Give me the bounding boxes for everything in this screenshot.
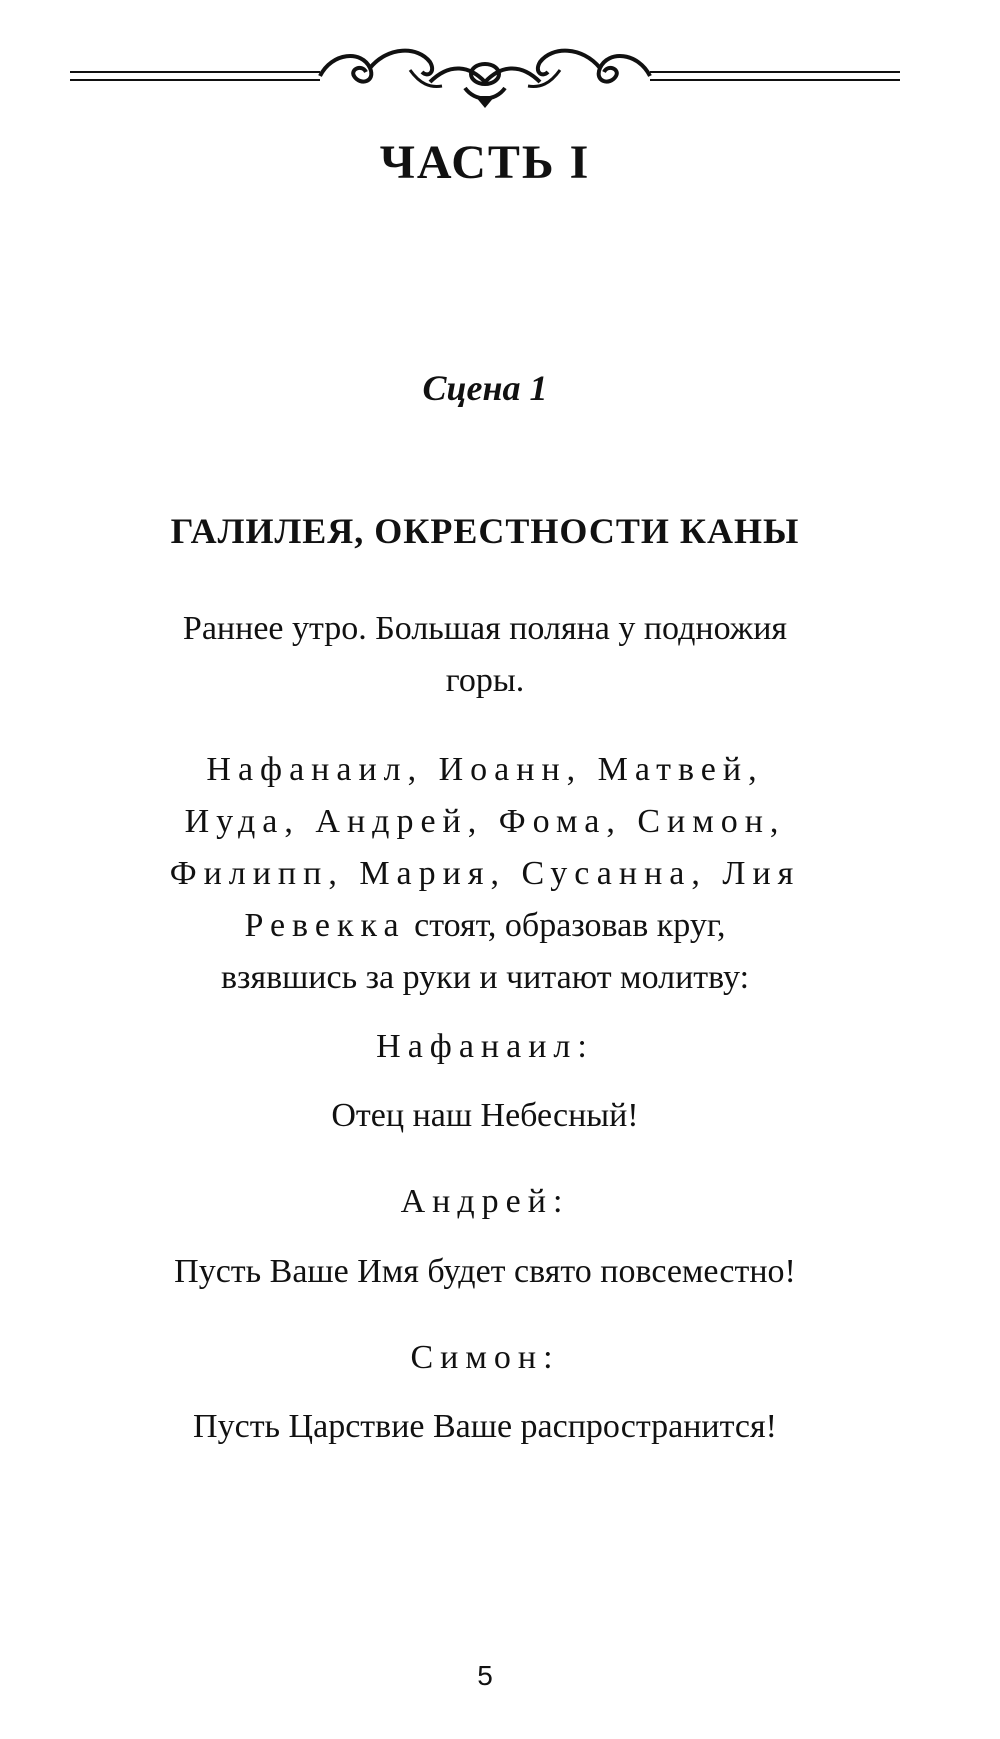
stage-direction-line: Раннее утро. Большая поляна у подножия	[182, 610, 788, 647]
dialogue-line: Пусть Ваше Имя будет свято повсеместно!	[174, 1253, 796, 1290]
scene-location: ГАЛИЛЕЯ, ОКРЕСТНОСТИ КАНЫ	[170, 511, 800, 551]
character-names-line: Иуда, Андрей, Фома, Симон,	[184, 803, 786, 840]
stage-direction-line: горы.	[445, 662, 525, 699]
speaker-name: Андрей:	[400, 1183, 570, 1220]
character-names-line: Нафанаил, Иоанн, Матвей,	[206, 751, 764, 788]
decorative-flourish-icon	[70, 42, 900, 112]
character-names-line	[100, 900, 870, 952]
character-name: Ревекка	[244, 907, 406, 944]
speaker-name: Нафанаил:	[376, 1028, 594, 1065]
page-number: 5	[477, 1660, 493, 1691]
part-title: ЧАСТЬ I	[379, 136, 591, 189]
dialogue-line: Отец наш Небесный!	[331, 1097, 639, 1134]
character-names-line: Филипп, Мария, Сусанна, Лия	[169, 855, 801, 892]
speaker-name: Симон:	[410, 1339, 560, 1376]
stage-direction-text: стоят, образовав круг,	[405, 907, 726, 944]
stage-direction-setting	[100, 603, 870, 707]
stage-direction-characters	[100, 744, 870, 1004]
dialogue-line: Пусть Царствие Ваше распространится!	[193, 1408, 777, 1445]
stage-direction-line: взявшись за руки и читают молитву:	[220, 959, 750, 996]
scene-title: Сцена 1	[422, 368, 548, 408]
